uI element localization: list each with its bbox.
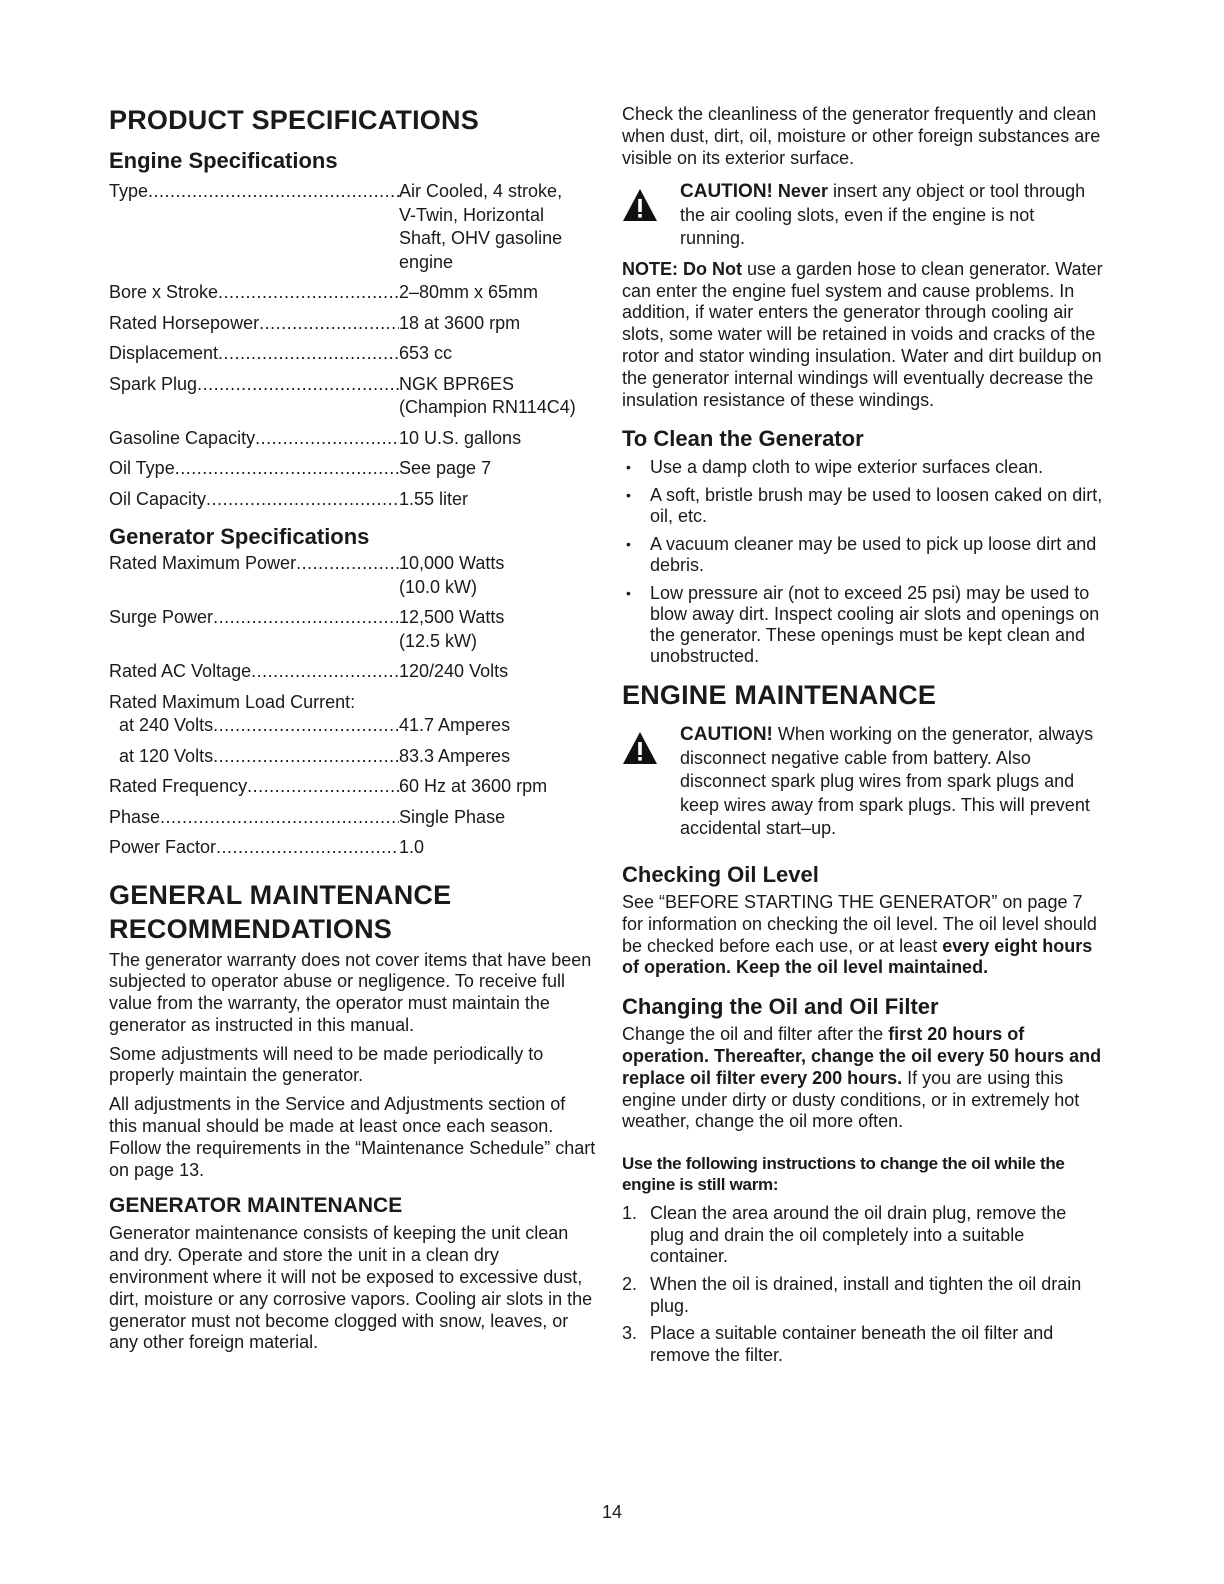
note-label: NOTE: Do Not	[622, 258, 742, 279]
spec-value: 1.0	[399, 837, 425, 857]
spec-label: Rated Horsepower	[109, 312, 260, 333]
caution-text	[680, 180, 1104, 251]
spec-row	[109, 342, 597, 366]
caution-label: CAUTION!	[680, 724, 773, 746]
spec-label: Oil Type	[109, 458, 175, 478]
list-item: • A vacuum cleaner may be used to pick up loose dirt and debris.	[622, 534, 1104, 576]
list-item: • Low pressure air (not to exceed 25 psi) may be used to blow away dirt. Inspect cooling air slots and openings on the generator. These openings must be kept clean and unobstructed.	[622, 583, 1104, 667]
generator-spec-list	[109, 552, 597, 860]
spec-label: Phase	[109, 806, 161, 827]
changing-oil-heading: Changing the Oil and Oil Filter	[622, 994, 939, 1020]
max-load-label: Rated Maximum Load Current:	[109, 691, 356, 712]
spec-label: Oil Capacity	[109, 488, 207, 509]
product-specifications-heading: PRODUCT SPECIFICATIONS	[109, 105, 479, 135]
generator-maintenance-heading: GENERATOR MAINTENANCE	[109, 1194, 403, 1218]
spec-row	[109, 312, 597, 336]
step-number: 1.	[622, 1203, 638, 1224]
changing-oil-emphasis: first 20 hours of operation. Thereafter, change the oil every 50 hours and replace oil filter every 200 hours.	[622, 1024, 1102, 1088]
spec-label: Surge Power	[109, 607, 214, 627]
spec-value: Air Cooled, 4 stroke, V-Twin, Horizontal Shaft, OHV gasoline engine	[399, 181, 563, 272]
warm-engine-instructions: Use the following instructions to change the oil while the engine is still warm:	[622, 1154, 1065, 1195]
changing-oil-body-b: If you are using this engine under dirty or dusty conditions, or in extremely hot weather, change the oil more often.	[622, 1067, 1080, 1132]
spec-row	[109, 745, 597, 769]
step-text: When the oil is drained, install and tighten the oil drain plug.	[650, 1273, 1082, 1316]
spec-label: Spark Plug	[109, 373, 198, 394]
caution-label: CAUTION!	[680, 181, 773, 203]
changing-oil-body-a: Change the oil and filter after the	[622, 1024, 884, 1045]
spec-value: NGK BPR6ES (Champion RN114C4)	[399, 373, 576, 417]
spec-row	[109, 457, 597, 481]
spec-value: 10 U.S. gallons	[399, 427, 522, 448]
step-text: Place a suitable container beneath the oil filter and remove the filter.	[650, 1323, 1054, 1365]
caution-never: Never	[777, 181, 828, 202]
list-item: • A soft, bristle brush may be used to loosen caked on dirt, oil, etc.	[622, 485, 1104, 527]
spec-value: 1.55 liter	[399, 488, 469, 509]
engine-spec-list	[109, 180, 597, 511]
left-column	[109, 96, 597, 1354]
step-text: Clean the area around the oil drain plug, remove the plug and drain the oil completely into a suitable container.	[650, 1203, 1067, 1267]
spec-row	[109, 281, 597, 305]
warning-triangle-icon	[622, 180, 680, 251]
generator-specifications-heading: Generator Specifications	[109, 524, 370, 549]
spec-row	[109, 488, 597, 512]
spec-value: 120/240 Volts	[399, 661, 509, 681]
oil-level-emphasis: every eight hours of operation. Keep the oil level maintained.	[622, 935, 1093, 978]
spec-row	[109, 427, 597, 451]
engine-maintenance-heading: ENGINE MAINTENANCE	[622, 680, 937, 711]
spec-value: Single Phase	[399, 806, 506, 827]
list-item	[622, 1323, 1104, 1366]
oil-level-paragraph	[622, 892, 1104, 979]
oil-level-body: See “BEFORE STARTING THE GENERATOR” on page 7 for information on checking the oil level. The oil level should be checked before each use, or at least	[622, 891, 1097, 956]
spec-label: Displacement	[109, 343, 219, 363]
spec-value: 83.3 Amperes	[399, 745, 511, 766]
spec-row	[109, 775, 597, 799]
spec-row	[109, 806, 597, 830]
spec-row	[109, 180, 597, 274]
caution-body: When working on the generator, always disconnect negative cable from battery. Also disconnect spark plug wires from spark plugs and keep wires away from spark plugs. This will prevent accidental start–up.	[680, 724, 1094, 839]
spec-value: 2–80mm x 65mm	[399, 282, 539, 302]
spec-value: 18 at 3600 rpm	[399, 312, 521, 333]
spec-row	[109, 606, 597, 653]
spec-value: See page 7	[399, 458, 492, 478]
general-maintenance-heading-line2: RECOMMENDATIONS	[109, 913, 392, 944]
page-number: 14	[601, 1502, 623, 1522]
spec-row	[109, 552, 597, 599]
general-maintenance-heading-line1: GENERAL MAINTENANCE	[109, 879, 452, 910]
spec-value: 41.7 Amperes	[399, 715, 511, 735]
note-body: use a garden hose to clean generator. Water can enter the engine fuel system and cause problems. In addition, if water enters the generator through cooling air slots, some water will be retained in voids and cracks of the rotor and stator winding insulation. Water and dirt buildup on the generator internal windings will eventually decrease the insulation resistance of these windings.	[622, 258, 1103, 410]
checking-oil-level-heading: Checking Oil Level	[622, 861, 819, 887]
spec-value: 653 cc	[399, 343, 453, 363]
list-item	[622, 1203, 1104, 1268]
caution-text	[680, 723, 1104, 841]
general-maintenance-heading	[109, 878, 597, 946]
spec-label: Rated AC Voltage	[109, 661, 252, 681]
spec-label: at 120 Volts	[119, 745, 214, 766]
general-paragraph-2: Some adjustments will need to be made periodically to properly maintain the generator.	[109, 1043, 544, 1086]
clean-bullet-list	[622, 457, 1104, 667]
step-number: 3.	[622, 1323, 638, 1344]
clean-generator-heading: To Clean the Generator	[622, 426, 864, 452]
oil-change-steps	[622, 1203, 1104, 1366]
caution-block-battery	[622, 723, 1104, 841]
spec-label: Type	[109, 181, 149, 201]
spec-label: Power Factor	[109, 837, 217, 857]
engine-specifications-heading: Engine Specifications	[109, 148, 338, 173]
list-item	[622, 1274, 1104, 1317]
spec-row	[109, 373, 597, 420]
spec-label: Rated Frequency	[109, 776, 248, 796]
spec-row	[109, 660, 597, 684]
spec-value: 10,000 Watts (10.0 kW)	[399, 553, 505, 597]
spec-value: 12,500 Watts (12.5 kW)	[399, 607, 505, 651]
generator-maintenance-paragraph: Generator maintenance consists of keeping the unit clean and dry. Operate and store the unit in a clean dry environment where it will not be exposed to excessive dust, dirt, moisture or any corrosive vapors. Cooling air slots in the generator must not become clogged with snow, leaves, or any other foreign material.	[109, 1223, 593, 1353]
spec-row	[109, 714, 597, 738]
warning-triangle-icon	[622, 723, 680, 841]
spec-value: 60 Hz at 3600 rpm	[399, 776, 548, 796]
cleanliness-paragraph: Check the cleanliness of the generator frequently and clean when dust, dirt, oil, moisture or other foreign substances are visible on its exterior surface.	[622, 104, 1101, 168]
general-paragraph-1: The generator warranty does not cover items that have been subjected to operator abuse or negligence. To receive full value from the warranty, the operator must maintain the generator as instructed in this manual.	[109, 949, 592, 1035]
spec-label: Rated Maximum Power	[109, 553, 297, 573]
changing-oil-paragraph	[622, 1024, 1104, 1133]
spec-label: Bore x Stroke	[109, 282, 219, 302]
spec-row	[109, 836, 597, 860]
step-number: 2.	[622, 1273, 638, 1294]
caution-block-slots	[622, 180, 1104, 251]
spec-label: Gasoline Capacity	[109, 427, 256, 448]
note-paragraph	[622, 259, 1104, 412]
spec-label: at 240 Volts	[119, 715, 214, 735]
list-item: • Use a damp cloth to wipe exterior surfaces clean.	[622, 457, 1104, 478]
right-column	[622, 96, 1104, 1372]
general-paragraph-3: All adjustments in the Service and Adjustments section of this manual should be made at least once each season. Follow the requirements in the “Maintenance Schedule” chart on page 13.	[109, 1094, 596, 1180]
caution-body: insert any object or tool through the air cooling slots, even if the engine is not running.	[680, 181, 1086, 249]
